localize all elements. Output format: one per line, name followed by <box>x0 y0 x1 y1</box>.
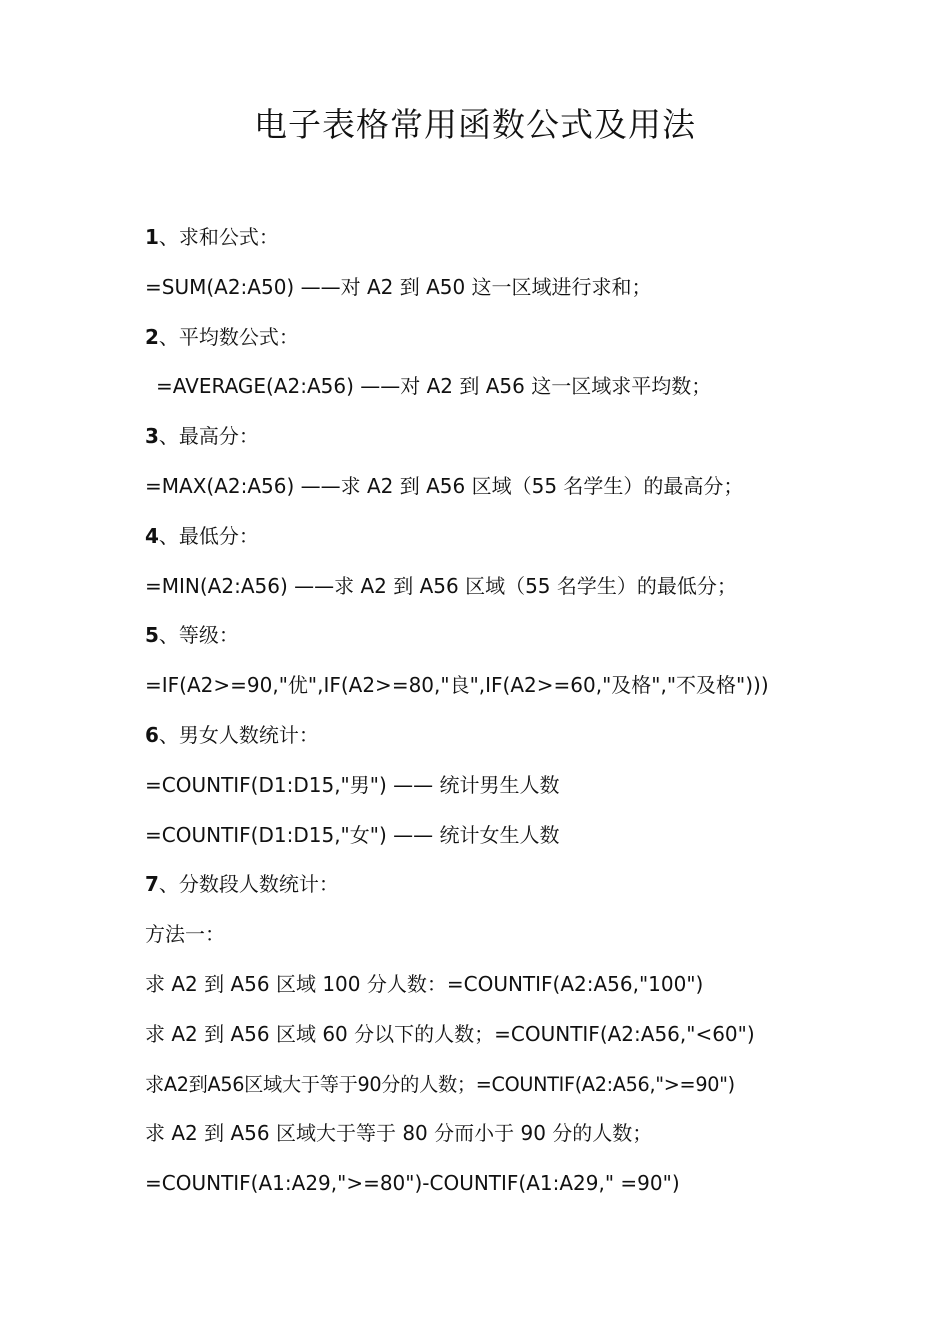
section-heading-text: 、等级： <box>158 623 239 648</box>
section-heading <box>145 611 835 661</box>
section-number: 6 <box>145 722 159 747</box>
section-number: 2 <box>145 324 159 349</box>
section-heading <box>145 313 835 363</box>
body-line: 求A2到A56区域大于等于90分的人数；=COUNTIF(A2:A56,">=90") <box>145 1072 735 1096</box>
section-heading <box>145 213 835 263</box>
section-number: 3 <box>145 424 159 449</box>
section-heading-text: 、最低分： <box>158 523 259 548</box>
section-heading-text: 、分数段人数统计： <box>158 872 339 897</box>
document-title: 电子表格常用函数公式及用法 <box>254 105 696 144</box>
body-line: =COUNTIF(D1:D15,"男") —— 统计男生人数 <box>145 772 560 797</box>
body-line: 求 A2 到 A56 区域大于等于 80 分而小于 90 分的人数； <box>145 1121 653 1146</box>
body-line: =SUM(A2:A50) ——对 A2 到 A50 这一区域进行求和； <box>145 274 652 299</box>
section-number: 1 <box>145 225 159 249</box>
section-heading-text: 、求和公式： <box>158 225 279 249</box>
body-line: 求 A2 到 A56 区域 100 分人数：=COUNTIF(A2:A56,"100") <box>145 971 704 996</box>
section-heading-text: 、男女人数统计： <box>158 722 319 747</box>
section-number: 4 <box>145 523 159 548</box>
section-heading <box>145 512 835 562</box>
section-heading <box>145 412 835 462</box>
body-line: =AVERAGE(A2:A56) ——对 A2 到 A56 这一区域求平均数； <box>156 374 712 399</box>
body-line: 求 A2 到 A56 区域 60 分以下的人数；=COUNTIF(A2:A56,"<60") <box>145 1021 755 1046</box>
section-heading-text: 、最高分： <box>158 424 259 449</box>
body-line: =IF(A2>=90,"优",IF(A2>=80,"良",IF(A2>=60,"及格","不及格"))) <box>145 673 769 698</box>
document-body <box>145 213 835 1209</box>
section-heading <box>145 711 835 761</box>
section-heading <box>145 860 835 910</box>
body-line: =MIN(A2:A56) ——求 A2 到 A56 区域（55 名学生）的最低分； <box>145 573 737 598</box>
section-heading-text: 、平均数公式： <box>158 324 299 349</box>
body-line: =COUNTIF(D1:D15,"女") —— 统计女生人数 <box>145 822 560 847</box>
section-number: 5 <box>145 623 159 648</box>
section-number: 7 <box>145 872 159 897</box>
body-line: =MAX(A2:A56) ——求 A2 到 A56 区域（55 名学生）的最高分； <box>145 473 744 498</box>
body-line: 方法一： <box>145 922 225 947</box>
body-line: =COUNTIF(A1:A29,">=80")-COUNTIF(A1:A29," =90") <box>145 1171 680 1196</box>
